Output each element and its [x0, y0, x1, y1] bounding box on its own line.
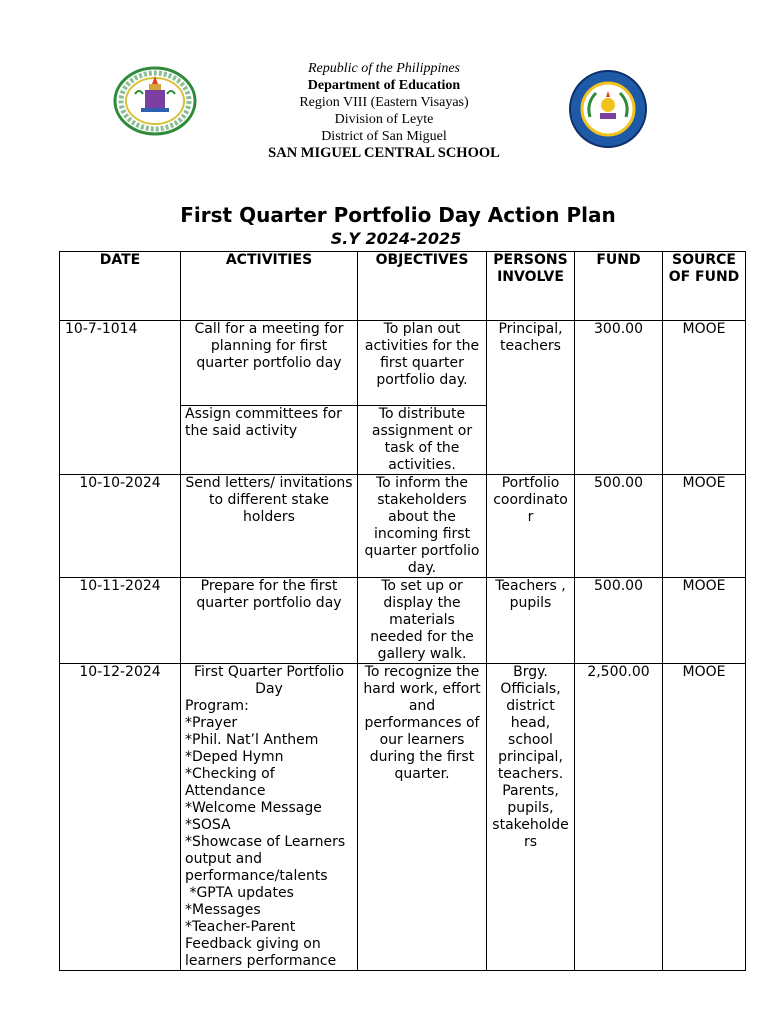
program-item: *Welcome Message [185, 800, 322, 816]
cell-objective: To plan out activities for the first quarter portfolio day. [358, 321, 487, 406]
cell-date: 10-7-1014 [60, 321, 181, 475]
letterhead-school: SAN MIGUEL CENTRAL SCHOOL [268, 145, 500, 161]
header-source-of-fund: SOURCE OF FUND [663, 252, 746, 321]
cell-objective: To set up or display the materials needed for the gallery walk. [358, 578, 487, 664]
cell-persons: Brgy. Officials, district head, school principal, teachers. Parents, pupils, stakeholders [487, 664, 575, 971]
cell-objective: To recognize the hard work, effort and performances of our learners during the first quarter. [358, 664, 487, 971]
cell-fund: 2,500.00 [575, 664, 663, 971]
cell-source: MOOE [663, 321, 746, 475]
program-item: *Phil. Nat’l Anthem [185, 732, 319, 748]
cell-fund: 500.00 [575, 578, 663, 664]
cell-persons: Teachers , pupils [487, 578, 575, 664]
program-item: *Teacher-Parent Feedback giving on learners performance [185, 919, 337, 969]
cell-source: MOOE [663, 475, 746, 578]
cell-fund: 300.00 [575, 321, 663, 475]
letterhead-region: Region VIII (Eastern Visayas) [299, 95, 469, 110]
program-item: *GPTA updates [185, 885, 294, 901]
program-list [185, 698, 353, 970]
letterhead-republic: Republic of the Philippines [307, 61, 461, 76]
document-subtitle: S.Y 2024-2025 [330, 229, 462, 248]
cell-source: MOOE [663, 664, 746, 971]
program-item: *Deped Hymn [185, 749, 284, 765]
table-row [60, 475, 746, 578]
table-row [60, 321, 746, 406]
cell-date: 10-10-2024 [60, 475, 181, 578]
letterhead-division: Division of Leyte [334, 112, 434, 127]
table-header-row [60, 252, 746, 321]
cell-date: 10-11-2024 [60, 578, 181, 664]
table-row [60, 578, 746, 664]
cell-objective: To distribute assignment or task of the activities. [358, 406, 487, 475]
program-item: *Showcase of Learners output and performance/talents [185, 834, 350, 884]
program-item: *Checking of Attendance [185, 766, 280, 799]
program-item: *Messages [185, 902, 261, 918]
letterhead-district: District of San Miguel [321, 129, 447, 144]
header-persons-involve: PERSONS INVOLVE [487, 252, 575, 321]
program-title: First Quarter Portfolio Day [193, 664, 345, 697]
header-fund: FUND [575, 252, 663, 321]
program-item: *SOSA [185, 817, 231, 833]
cell-activity: Assign committees for the said activity [181, 406, 358, 475]
header-activities: ACTIVITIES [181, 252, 358, 321]
cell-source: MOOE [663, 578, 746, 664]
header-objectives: OBJECTIVES [358, 252, 487, 321]
cell-fund: 500.00 [575, 475, 663, 578]
table-row [60, 664, 746, 971]
letterhead [0, 60, 768, 162]
cell-activity: Send letters/ invitations to different stake holders [181, 475, 358, 578]
cell-date: 10-12-2024 [60, 664, 181, 971]
program-item: Program: [185, 698, 249, 714]
cell-program [181, 664, 358, 971]
cell-persons: Principal, teachers [487, 321, 575, 475]
action-plan-table [59, 251, 746, 971]
cell-activity: Call for a meeting for planning for first quarter portfolio day [181, 321, 358, 406]
letterhead-department: Department of Education [307, 78, 461, 93]
cell-objective: To inform the stakeholders about the incoming first quarter portfolio day. [358, 475, 487, 578]
header-date: DATE [60, 252, 181, 321]
document-title: First Quarter Portfolio Day Action Plan [180, 203, 616, 227]
program-item: *Prayer [185, 715, 238, 731]
cell-persons: Portfolio coordinator [487, 475, 575, 578]
cell-activity: Prepare for the first quarter portfolio day [181, 578, 358, 664]
